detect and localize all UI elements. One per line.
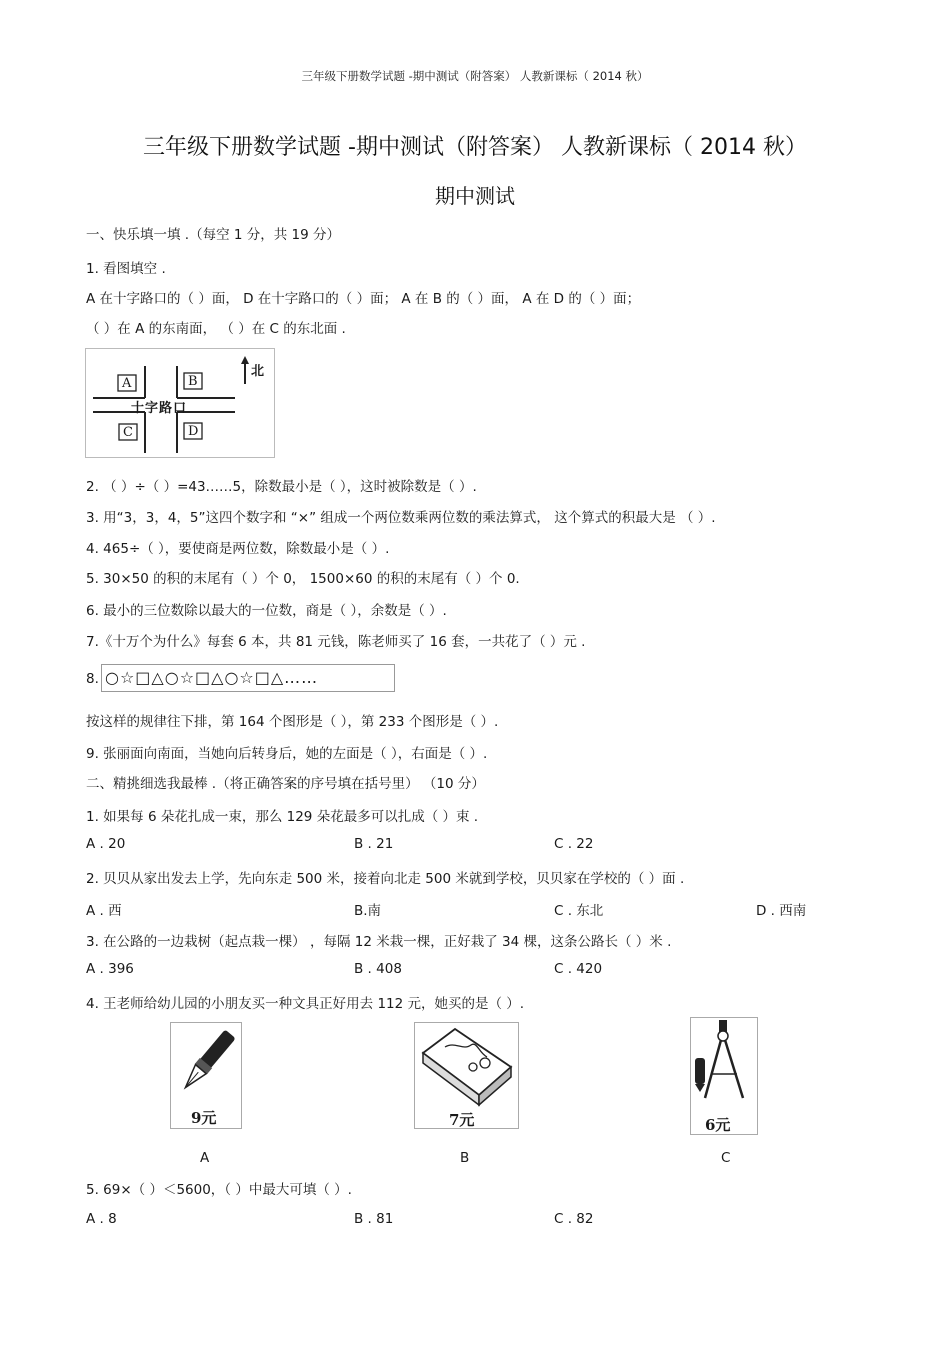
s2-q5-option-a: A . 8 [86, 1211, 117, 1227]
s1-q2: 2. （ ）÷（ ）=43……5，除数最小是（ ），这时被除数是（ ）. [86, 479, 477, 495]
s1-q1-text: 1. 看图填空 . [86, 261, 166, 277]
item-a-price: 9元 [191, 1109, 217, 1127]
s2-q3-option-a: A . 396 [86, 961, 134, 977]
page-subtitle: 期中测试 [435, 184, 515, 208]
s2-q3: 3. 在公路的一边栽树（起点栽一棵） ，每隔 12 米栽一棵，正好栽了 34 棵，这条公路长（ ）米 . [86, 934, 672, 950]
shape-sequence: ○☆□△○☆□△○☆□△…… [105, 668, 319, 687]
s2-q1-option-a: A . 20 [86, 836, 126, 852]
s2-q1-option-c: C . 22 [554, 836, 594, 852]
map-center-label: 十字路口 [131, 401, 188, 416]
shape-sequence-box [101, 664, 395, 692]
map-label-c: C [123, 425, 133, 440]
s1-q3: 3. 用“3，3，4，5”这四个数字和 “×” 组成一个两位数乘两位数的乘法算式， 这个算式的积最大是 （ ）. [86, 510, 716, 526]
compass-icon [691, 1018, 757, 1110]
s2-q1-option-b: B . 21 [354, 836, 394, 852]
item-c-label: C [721, 1150, 731, 1166]
section1-heading: 一、快乐填一填 .（每空 1 分，共 19 分） [86, 227, 341, 243]
item-b-image [414, 1022, 519, 1129]
s1-q6: 6. 最小的三位数除以最大的一位数，商是（ ），余数是（ ）. [86, 603, 447, 619]
s1-q1-line2: （ ）在 A 的东南面， （ ）在 C 的东北面 . [86, 321, 346, 337]
s1-q8-text: 按这样的规律往下排，第 164 个图形是（ ），第 233 个图形是（ ）. [86, 714, 499, 730]
map-label-a: A [122, 376, 132, 391]
item-c-image [690, 1017, 758, 1135]
item-b-label: B [460, 1150, 470, 1166]
s1-q1-line1: A 在十字路口的（ ）面， D 在十字路口的（ ）面； A 在 B 的（ ）面， A 在 D 的（ ）面； [86, 291, 641, 307]
s1-q5: 5. 30×50 的积的末尾有（ ）个 0， 1500×60 的积的末尾有（ ）个 0. [86, 571, 520, 587]
s2-q2: 2. 贝贝从家出发去上学，先向东走 500 米，接着向北走 500 米就到学校，贝贝家在学校的（ ）面 . [86, 871, 685, 887]
section2-heading: 二、精挑细选我最棒 .（将正确答案的序号填在括号里） （10 分） [86, 776, 485, 792]
s2-q2-option-d: D . 西南 [756, 903, 807, 919]
map-label-b: B [188, 374, 198, 389]
s2-q1: 1. 如果每 6 朵花扎成一束，那么 129 朵花最多可以扎成（ ）束 . [86, 809, 479, 825]
s1-q9: 9. 张丽面向南面，当她向后转身后，她的左面是（ ），右面是（ ）. [86, 746, 488, 762]
item-c-price: 6元 [705, 1116, 731, 1134]
fountain-pen-icon [171, 1023, 241, 1103]
map-label-d: D [188, 424, 199, 439]
item-a-image [170, 1022, 242, 1129]
map-north-label: 北 [251, 364, 265, 379]
s1-q4: 4. 465÷（ ），要使商是两位数，除数最小是（ ）. [86, 541, 390, 557]
s1-q8-num: 8. [86, 671, 99, 687]
crossroad-map [85, 348, 275, 458]
s1-q7: 7.《十万个为什么》每套 6 本，共 81 元钱，陈老师买了 16 套，一共花了（ ）元 . [86, 634, 586, 650]
s2-q5-option-b: B . 81 [354, 1211, 394, 1227]
s2-q3-option-c: C . 420 [554, 961, 603, 977]
page-title: 三年级下册数学试题 -期中测试（附答案） 人教新课标（ 2014 秋） [143, 135, 807, 160]
s2-q5-option-c: C . 82 [554, 1211, 594, 1227]
item-b-price: 7元 [449, 1111, 475, 1129]
s2-q2-option-c: C . 东北 [554, 903, 604, 919]
s2-q2-option-a: A . 西 [86, 903, 122, 919]
s2-q5: 5. 69×（ ）＜5600，（ ）中最大可填（ ）. [86, 1182, 352, 1198]
s2-q3-option-b: B . 408 [354, 961, 402, 977]
s2-q2-option-b: B.南 [354, 903, 382, 919]
running-header: 三年级下册数学试题 -期中测试（附答案） 人教新课标（ 2014 秋） [301, 69, 649, 83]
item-a-label: A [200, 1150, 210, 1166]
s2-q4: 4. 王老师给幼儿园的小朋友买一种文具正好用去 112 元，她买的是（ ）. [86, 996, 525, 1012]
pencil-box-icon [415, 1023, 518, 1107]
